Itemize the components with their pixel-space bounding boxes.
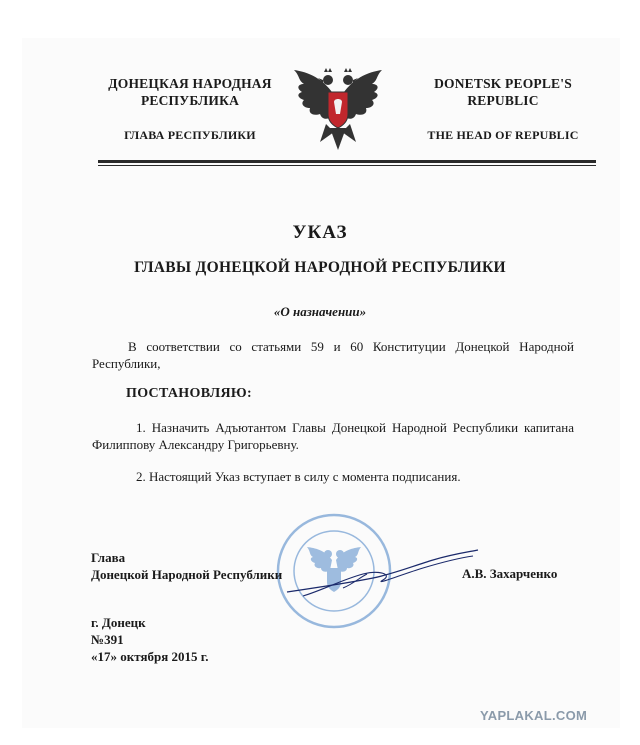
republic-name-en: DONETSK PEOPLE'S REPUBLIC xyxy=(434,76,572,108)
header-divider-thick xyxy=(98,160,596,163)
document-title: УКАЗ xyxy=(292,222,348,243)
signatory-name: А.В. Захарченко xyxy=(462,566,558,581)
header-divider-thin xyxy=(98,165,596,166)
header-left xyxy=(100,75,280,144)
document-topic: «О назначении» xyxy=(273,304,367,319)
issue-date: «17» октября 2015 г. xyxy=(91,649,209,664)
decree-heading: ПОСТАНОВЛЯЮ: xyxy=(126,386,252,401)
coat-of-arms-icon xyxy=(290,58,386,154)
decree-item-2: 2. Настоящий Указ вступает в силу с момента подписания. xyxy=(136,469,461,484)
handwritten-signature-icon xyxy=(283,544,483,604)
header-right xyxy=(418,75,588,144)
document-footer xyxy=(91,614,208,665)
head-title-en: THE HEAD OF REPUBLIC xyxy=(427,128,579,142)
signatory-position xyxy=(91,549,282,583)
site-watermark: YAPLAKAL.COM xyxy=(480,708,588,723)
head-title-ru: ГЛАВА РЕСПУБЛИКИ xyxy=(124,128,256,142)
decree-number: №391 xyxy=(91,632,124,647)
signatory-role-line2: Донецкой Народной Республики xyxy=(91,567,283,582)
document-subtitle: ГЛАВЫ ДОНЕЦКОЙ НАРОДНОЙ РЕСПУБЛИКИ xyxy=(134,259,506,276)
decree-item-1: 1. Назначить Адъютантом Главы Донецкой Народной Республики капитана Филиппову Александру Григорьевну. xyxy=(92,420,574,452)
signatory-role-line1: Глава xyxy=(91,550,126,565)
republic-name-ru: ДОНЕЦКАЯ НАРОДНАЯ РЕСПУБЛИКА xyxy=(108,76,272,108)
issue-city: г. Донецк xyxy=(91,615,146,630)
preamble-paragraph: В соответствии со статьями 59 и 60 Конституции Донецкой Народной Республики, xyxy=(92,339,574,371)
